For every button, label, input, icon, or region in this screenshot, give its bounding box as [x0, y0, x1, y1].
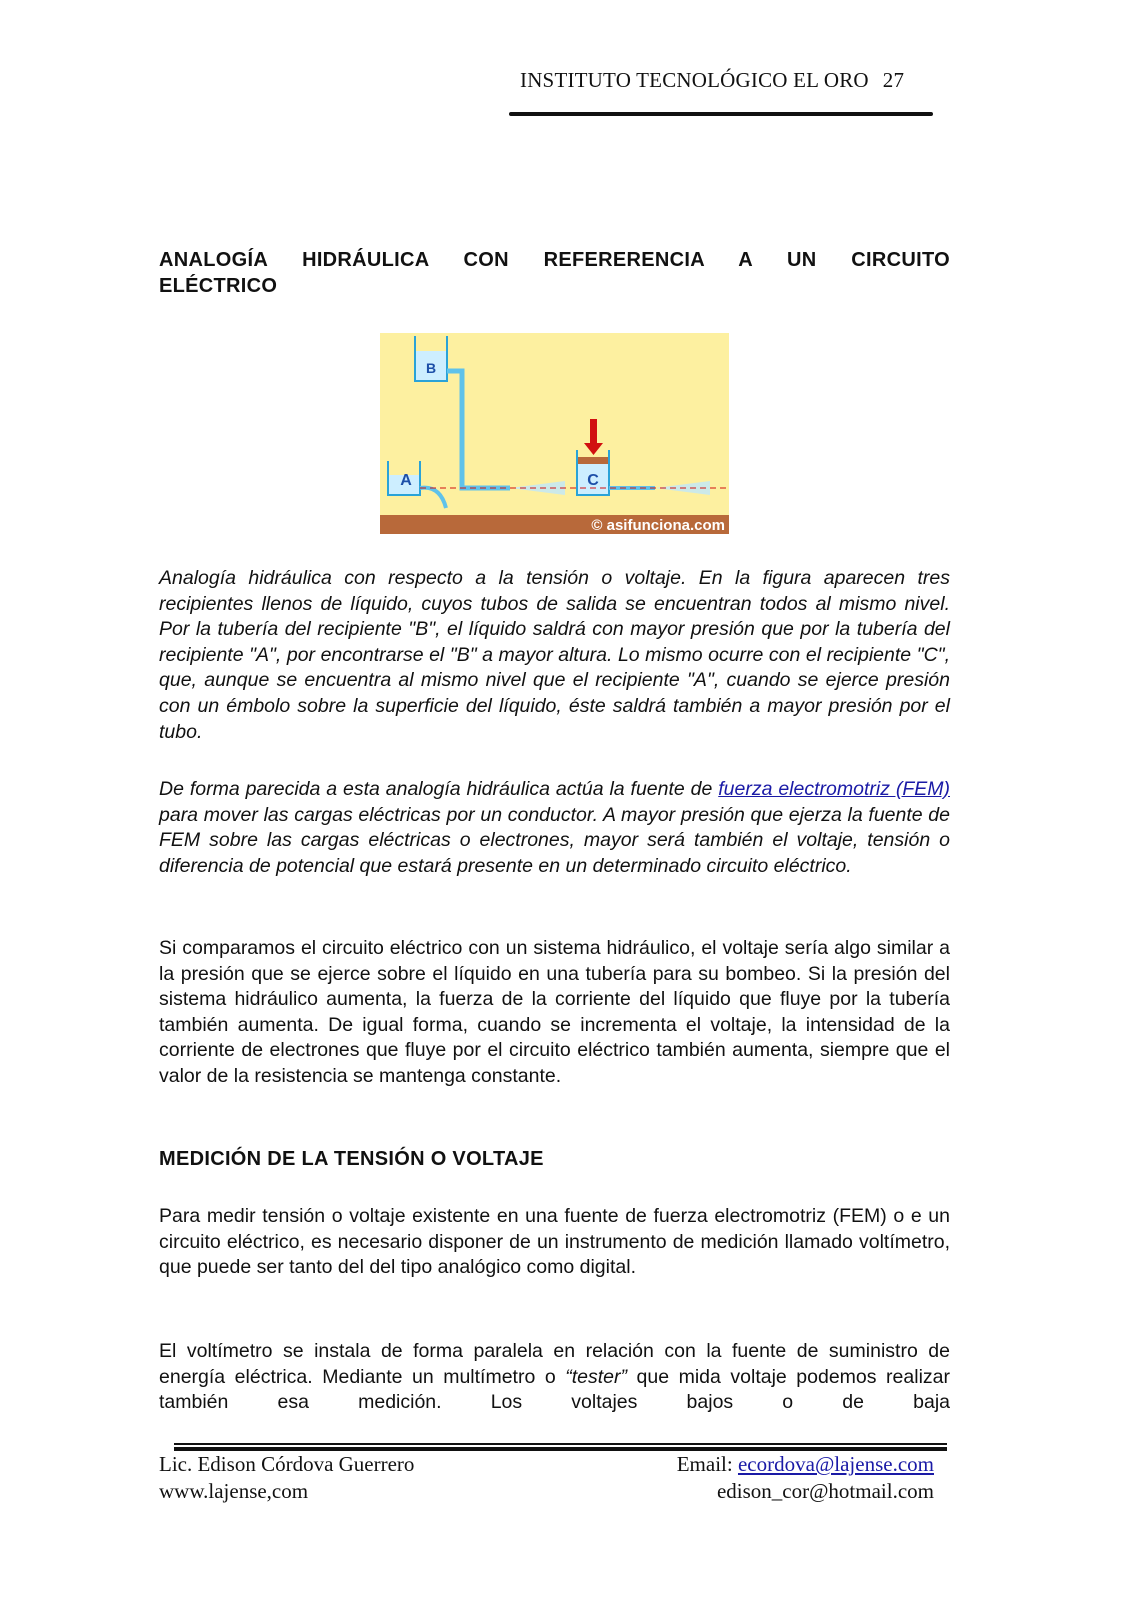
fem-link[interactable]: fuerza electromotriz (FEM): [718, 778, 950, 800]
paragraph-parallel: [159, 1339, 950, 1416]
footer-rule: [174, 1443, 947, 1445]
footer-left: [159, 1451, 414, 1505]
paragraph-voltmeter: Para medir tensión o voltaje existente en una fuente de fuerza electromotriz (FEM) o e un circuito eléctrico, es necesario disponer de un instrumento de medición llamado voltímetro, que puede ser tanto del del tipo analógico como digital.: [159, 1205, 950, 1279]
website: www.lajense,com: [159, 1479, 309, 1503]
page-header: [520, 68, 904, 93]
heading-line-1: ANALOGÍA HIDRÁULICA CON REFERERENCIA A UN CIRCUITO: [159, 249, 950, 271]
section-heading-analogy: [159, 248, 950, 299]
hydraulic-analogy-figure: [380, 333, 729, 534]
secondary-email: edison_cor@hotmail.com: [716, 1479, 934, 1503]
section-heading-measurement: MEDICIÓN DE LA TENSIÓN O VOLTAJE: [159, 1148, 544, 1170]
footer-right: [677, 1451, 934, 1505]
paragraph-fem: [159, 777, 950, 879]
text: De forma parecida a esta analogía hidráulica actúa la fuente de: [159, 778, 719, 800]
text: para mover las cargas eléctricas por un conductor. A mayor presión que ejerza la fuente de FEM sobre las cargas eléctricas o electrones, mayor será también el voltaje, tensión o diferencia de potencial que estará presente en un determinado circuito eléctrico.: [159, 803, 950, 877]
tank-b-label: B: [425, 360, 437, 376]
email-label: Email:: [676, 1452, 738, 1476]
author-name: Lic. Edison Córdova Guerrero: [159, 1452, 415, 1476]
header-rule: [509, 112, 933, 116]
heading-line-2: ELÉCTRICO: [159, 274, 278, 297]
header-title: INSTITUTO TECNOLÓGICO EL ORO: [520, 68, 869, 92]
figure-credit: © asifunciona.com: [591, 517, 725, 534]
text: que mida voltaje podemos realizar también esa medición. Los voltajes bajos o de baja: [159, 1365, 950, 1414]
page-number: 27: [882, 68, 905, 92]
paragraph-analogy: Analogía hidráulica con respecto a la tensión o voltaje. En la figura aparecen tres recipientes llenos de líquido, cuyos tubos de salida se encuentran todos al mismo nivel. Por la tubería del recipiente "B", el líquido saldrá con mayor presión que por la tubería del recipiente "A", por encontrarse el "B" a mayor altura. Lo mismo ocurre con el recipiente "C", que, aunque se encuentra al mismo nivel que el recipiente "A", cuando se ejerce presión con un émbolo sobre la superficie del líquido, éste saldrá también a mayor presión por el tubo.: [159, 567, 950, 743]
text: El voltímetro se instala de forma paralela en relación con la fuente de suministro de energía eléctrica. Mediante un multímetro o: [159, 1340, 950, 1388]
email-link[interactable]: ecordova@lajense.com: [737, 1452, 934, 1476]
paragraph-comparison: Si comparamos el circuito eléctrico con un sistema hidráulico, el voltaje sería algo similar a la presión que se ejerce sobre el líquido en una tubería para su bombeo. Si la presión del sistema hidráulico aumenta, la fuerza de la corriente del líquido que fluye por la tubería también aumenta. De igual forma, cuando se incrementa el voltaje, la intensidad de la corriente de electrones que fluye por el circuito eléctrico también aumenta, siempre que el valor de la resistencia se mantenga constante.: [159, 937, 950, 1087]
tester-term: “tester”: [565, 1365, 627, 1388]
tank-a-label: A: [400, 472, 412, 489]
tank-c-label: C: [587, 472, 599, 489]
